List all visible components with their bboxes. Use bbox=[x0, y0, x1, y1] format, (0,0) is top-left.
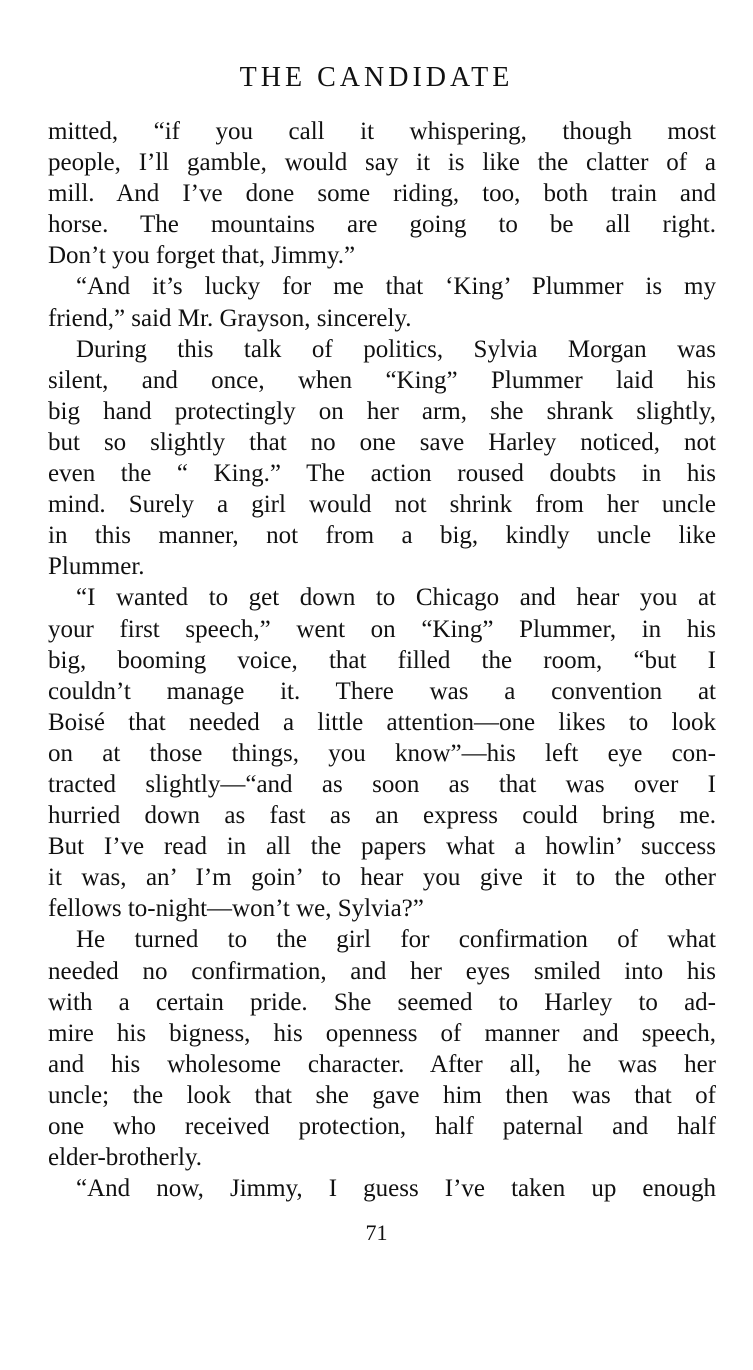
text-line: Don’t you forget that, Jimmy.” bbox=[48, 242, 356, 270]
text-line: couldn’t manage it. There was a convention at bbox=[48, 677, 716, 705]
text-line: “And it’s lucky for me that ‘King’ Plummer is my bbox=[76, 273, 716, 301]
text-line: mitted, “if you call it whispering, though most bbox=[48, 118, 716, 145]
text-line: silent, and once, when “King” Plummer laid his bbox=[48, 366, 716, 394]
text-line: people, I’ll gamble, would say it is like the clatter of a bbox=[48, 149, 716, 177]
text-line: elder-brotherly. bbox=[48, 1144, 203, 1172]
text-line: hurried down as fast as an express could bring me. bbox=[48, 802, 716, 830]
text-line: with a certain pride. She seemed to Harley to ad- bbox=[48, 988, 716, 1016]
body-text bbox=[48, 116, 716, 1204]
text-line: on at those things, you know”—his left eye con- bbox=[48, 739, 716, 767]
text-line: big hand protectingly on her arm, she shrank slightly, bbox=[48, 397, 716, 425]
text-line: horse. The mountains are going to be all right. bbox=[48, 211, 716, 239]
text-line: Boisé that needed a little attention—one likes to look bbox=[48, 708, 716, 736]
text-line: But I’ve read in all the papers what a howlin’ success bbox=[48, 833, 716, 861]
text-line: fellows to-night—won’t we, Sylvia?” bbox=[48, 895, 424, 923]
text-line: in this manner, not from a big, kindly uncle like bbox=[48, 522, 716, 550]
text-line: “I wanted to get down to Chicago and hear you at bbox=[76, 584, 716, 612]
text-line: “And now, Jimmy, I guess I’ve taken up enough bbox=[76, 1175, 716, 1203]
page-number: 71 bbox=[365, 1220, 388, 1245]
text-line: uncle; the look that she gave him then was that of bbox=[48, 1081, 716, 1109]
text-line: mill. And I’ve done some riding, too, both train and bbox=[48, 180, 716, 208]
text-line: During this talk of politics, Sylvia Morgan was bbox=[76, 335, 716, 363]
text-line: and his wholesome character. After all, he was her bbox=[48, 1050, 716, 1078]
text-line: mind. Surely a girl would not shrink from her uncle bbox=[48, 491, 716, 519]
text-line: tracted slightly—“and as soon as that was over I bbox=[48, 770, 716, 798]
text-line: but so slightly that no one save Harley noticed, not bbox=[48, 428, 716, 456]
text-line: big, booming voice, that filled the room, “but I bbox=[48, 646, 716, 674]
text-line: your first speech,” went on “King” Plummer, in his bbox=[48, 615, 716, 643]
text-line: mire his bigness, his openness of manner and speech, bbox=[48, 1019, 716, 1047]
text-line: needed no confirmation, and her eyes smiled into his bbox=[48, 957, 716, 985]
text-line: Plummer. bbox=[48, 553, 145, 581]
text-line: He turned to the girl for confirmation of what bbox=[76, 926, 716, 954]
running-head: THE CANDIDATE bbox=[239, 62, 514, 93]
text-line: friend,” said Mr. Grayson, sincerely. bbox=[48, 304, 412, 332]
text-line: it was, an’ I’m goin’ to hear you give it to the other bbox=[48, 864, 716, 892]
text-line: even the “ King.” The action roused doubts in his bbox=[48, 460, 716, 488]
text-line: one who received protection, half paternal and half bbox=[48, 1113, 716, 1140]
